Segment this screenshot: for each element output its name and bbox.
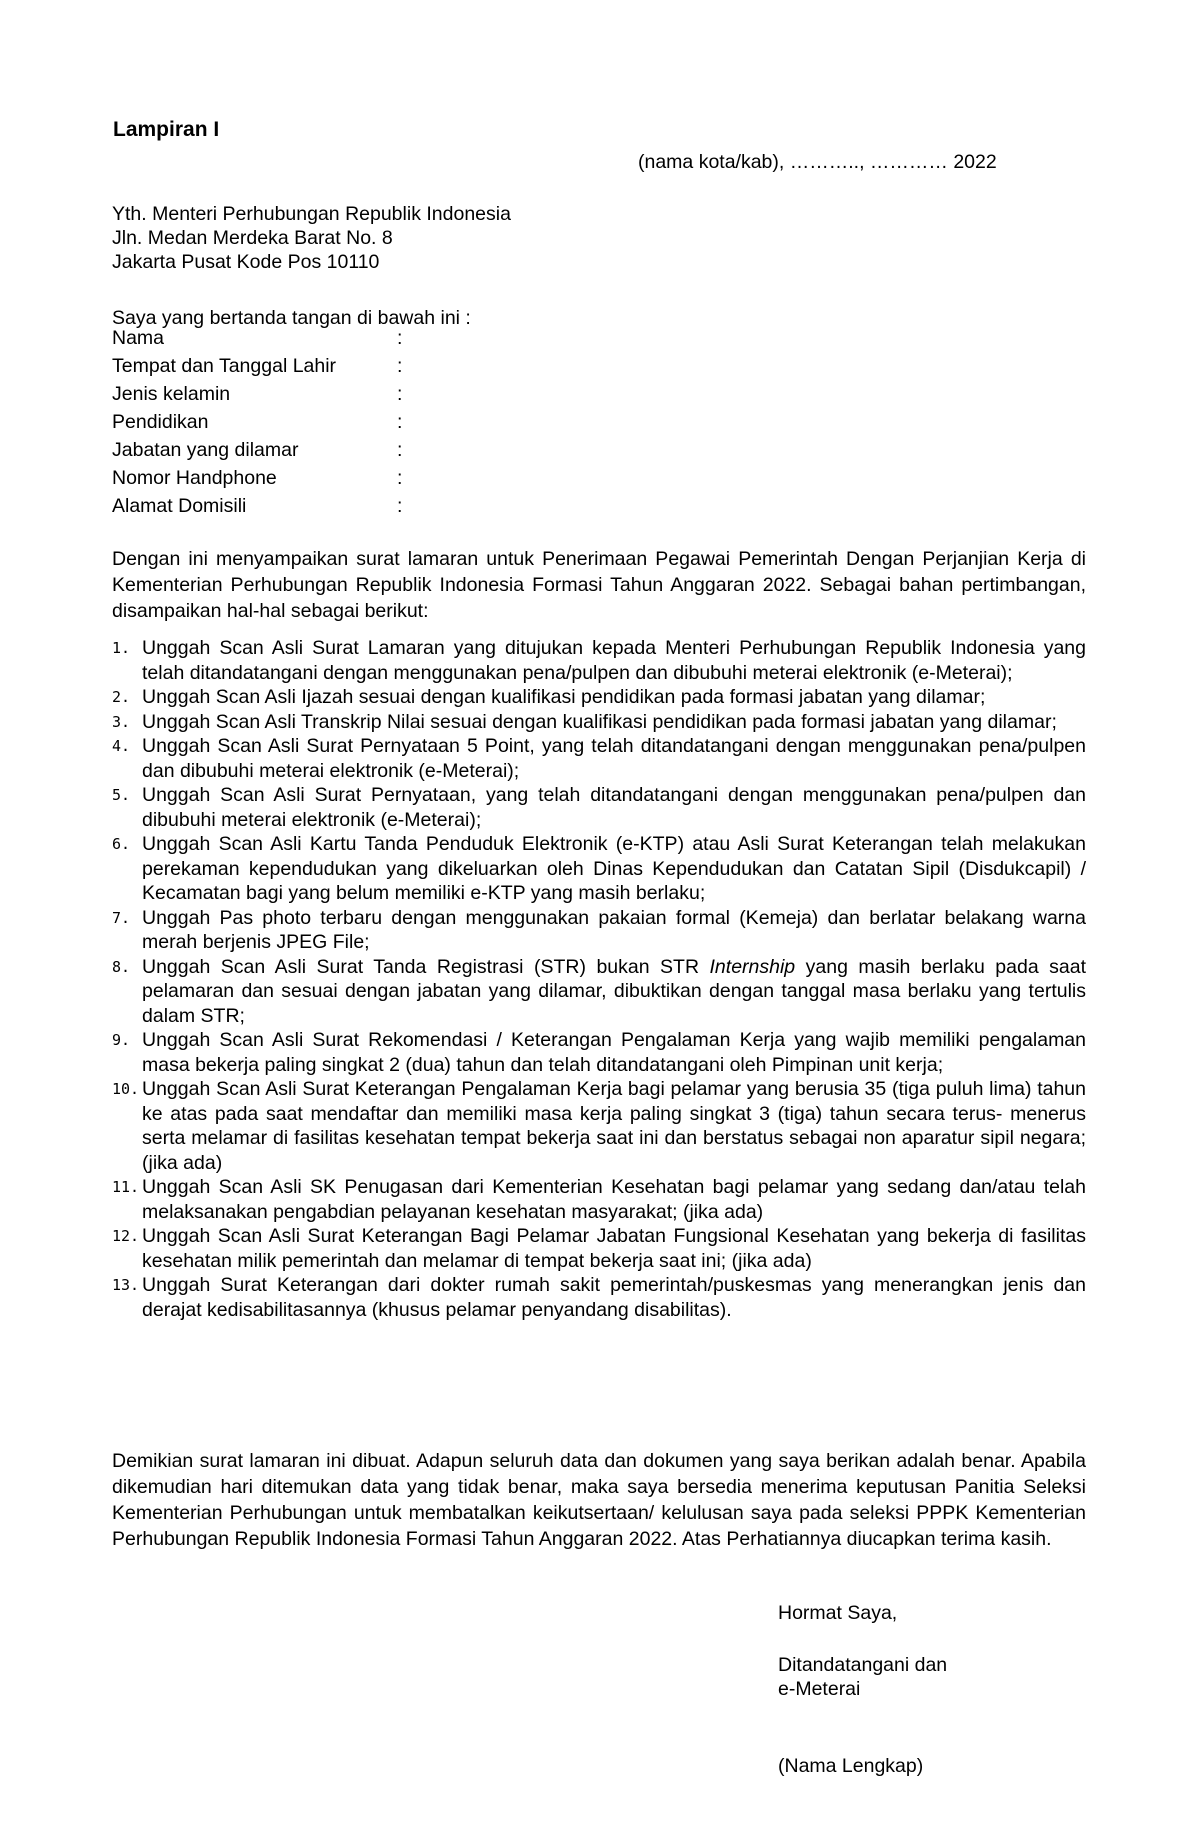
list-item-number: 4. — [112, 737, 131, 755]
list-item — [112, 734, 1086, 783]
list-item-text-italic: Internship — [709, 955, 796, 978]
list-item — [112, 1028, 1086, 1077]
list-item-number: 1. — [112, 639, 131, 657]
signature-signed-line-2: e-Meterai — [778, 1678, 861, 1700]
intro-text: Saya yang bertanda tangan di bawah ini : — [112, 307, 471, 329]
recipient-line-3: Jakarta Pusat Kode Pos 10110 — [112, 251, 380, 273]
field-label: Jabatan yang dilamar — [112, 439, 299, 461]
list-item-text: Unggah Scan Asli Surat Keterangan Pengalaman Kerja bagi pelamar yang berusia 35 (tiga puluh lima) tahun ke atas pada saat mendaftar dan memiliki masa kerja paling singkat 3 (tiga) tahun secara terus- menerus serta melamar di fasilitas kesehatan tempat bekerja saat ini dan berstatus sebagai non aparatur sipil negara; (jika ada) — [142, 1078, 1086, 1174]
list-item-text — [142, 955, 1086, 1029]
field-colon: : — [397, 327, 403, 349]
list-item-number: 9. — [112, 1031, 131, 1049]
list-item-text: Unggah Scan Asli Transkrip Nilai sesuai dengan kualifikasi pendidikan pada formasi jabatan yang dilamar; — [142, 710, 1057, 733]
list-item-number: 3. — [112, 712, 131, 731]
list-item-text: Unggah Scan Asli Surat Lamaran yang ditujukan kepada Menteri Perhubungan Republik Indonesia yang telah ditandatangani dengan menggunakan pena/pulpen dan dibubuhi meterai elektronik (e-Meterai); — [142, 637, 1086, 684]
list-item-text: Unggah Scan Asli Ijazah sesuai dengan kualifikasi pendidikan pada formasi jabatan yang dilamar; — [142, 686, 986, 708]
field-label: Alamat Domisili — [112, 495, 247, 517]
requirements-list — [112, 636, 1086, 1322]
field-colon: : — [397, 383, 403, 405]
list-item-text: Unggah Scan Asli Surat Pernyataan 5 Point, yang telah ditandatangani dengan menggunakan pena/pulpen dan dibubuhi meterai elektronik (e-Meterai); — [142, 735, 1086, 782]
list-item — [112, 832, 1086, 906]
list-item-number: 13. — [112, 1276, 140, 1294]
field-row — [112, 352, 512, 380]
list-item-text: Unggah Pas photo terbaru dengan menggunakan pakaian formal (Kemeja) dan berlatar belakang warna merah berjenis JPEG File; — [142, 906, 1086, 953]
list-item-text: Unggah Scan Asli Surat Keterangan Bagi Pelamar Jabatan Fungsional Kesehatan yang bekerja di fasilitas kesehatan milik pemerintah dan melamar di tempat bekerja saat ini; (jika ada) — [142, 1225, 1086, 1272]
list-item — [112, 783, 1086, 832]
list-item-text-part: yang masih berlaku pada saat pelamaran dan sesuai dengan jabatan yang dilamar, dibuktikan dengan tanggal masa berlaku yang tertulis dalam STR; — [142, 955, 1086, 1027]
list-item-number: 8. — [112, 957, 131, 976]
signature-signed-line-1: Ditandatangani dan — [778, 1654, 948, 1676]
list-item-text-part: Unggah Scan Asli Surat Tanda Registrasi (STR) bukan STR — [142, 955, 710, 978]
list-item-number: 5. — [112, 786, 131, 804]
list-item-text: Unggah Scan Asli Surat Rekomendasi / Keterangan Pengalaman Kerja yang wajib memiliki pengalaman masa bekerja paling singkat 2 (dua) tahun dan telah ditandatangani oleh Pimpinan unit kerja; — [142, 1029, 1086, 1076]
field-colon: : — [397, 355, 403, 377]
field-row — [112, 436, 512, 464]
list-item-text: Unggah Surat Keterangan dari dokter rumah sakit pemerintah/puskesmas yang menerangkan jenis dan derajat kedisabilitasannya (khusus pelamar penyandang disabilitas). — [142, 1274, 1086, 1321]
recipient-line-1: Yth. Menteri Perhubungan Republik Indonesia — [112, 203, 511, 225]
field-row — [112, 324, 512, 352]
list-item-number: 11. — [112, 1178, 140, 1196]
list-item — [112, 906, 1086, 955]
list-item — [112, 1224, 1086, 1273]
field-row — [112, 408, 512, 436]
list-item — [112, 636, 1086, 685]
field-label: Pendidikan — [112, 411, 209, 433]
list-item — [112, 1077, 1086, 1175]
signature-greeting: Hormat Saya, — [778, 1602, 898, 1624]
list-item-text: Unggah Scan Asli SK Penugasan dari Kementerian Kesehatan bagi pelamar yang sedang dan/atau telah melaksanakan pengabdian pelayanan kesehatan masyarakat; (jika ada) — [142, 1176, 1086, 1223]
closing-paragraph: Demikian surat lamaran ini dibuat. Adapun seluruh data dan dokumen yang saya berikan adalah benar. Apabila dikemudian hari ditemukan data yang tidak benar, maka saya bersedia menerima keputusan Panitia Seleksi Kementerian Perhubungan untuk membatalkan keikutsertaan/ kelulusan saya pada seleksi PPPK Kementerian Perhubungan Republik Indonesia Formasi Tahun Anggaran 2022. Atas Perhatiannya diucapkan terima kasih. — [112, 1450, 1086, 1550]
list-item — [112, 1273, 1086, 1322]
place-date: (nama kota/kab), ……….., ………… 2022 — [638, 151, 997, 173]
list-item-number: 6. — [112, 835, 131, 853]
field-label: Nomor Handphone — [112, 467, 277, 489]
field-label: Tempat dan Tanggal Lahir — [112, 355, 337, 377]
list-item-number: 7. — [112, 908, 131, 927]
field-colon: : — [397, 411, 403, 433]
field-row — [112, 380, 512, 408]
field-label: Jenis kelamin — [112, 383, 231, 405]
list-item-number: 12. — [112, 1227, 140, 1245]
attachment-label: Lampiran I — [113, 118, 220, 141]
list-item — [112, 955, 1086, 1029]
signature-name-placeholder: (Nama Lengkap) — [778, 1755, 924, 1777]
list-item-text: Unggah Scan Asli Surat Pernyataan, yang telah ditandatangani dengan menggunakan pena/pulpen dan dibubuhi meterai elektronik (e-Meterai); — [142, 784, 1086, 831]
list-item-number: 2. — [112, 688, 131, 706]
field-row — [112, 492, 512, 520]
field-colon: : — [397, 495, 403, 517]
field-row — [112, 464, 512, 492]
field-colon: : — [397, 467, 403, 489]
field-label: Nama — [112, 327, 165, 349]
recipient-line-2: Jln. Medan Merdeka Barat No. 8 — [112, 227, 393, 249]
opening-paragraph: Dengan ini menyampaikan surat lamaran untuk Penerimaan Pegawai Pemerintah Dengan Perjanjian Kerja di Kementerian Perhubungan Republik Indonesia Formasi Tahun Anggaran 2022. Sebagai bahan pertimbangan, disampaikan hal-hal sebagai berikut: — [112, 548, 1086, 622]
list-item — [112, 710, 1086, 735]
list-item — [112, 1175, 1086, 1224]
list-item-text: Unggah Scan Asli Kartu Tanda Penduduk Elektronik (e-KTP) atau Asli Surat Keterangan telah melakukan perekaman kependudukan yang dikeluarkan oleh Dinas Kependudukan dan Catatan Sipil (Disdukcapil) / Kecamatan bagi yang belum memiliki e-KTP yang masih berlaku; — [142, 833, 1086, 904]
field-colon: : — [397, 439, 403, 461]
list-item-number: 10. — [112, 1080, 140, 1098]
list-item — [112, 685, 1086, 710]
